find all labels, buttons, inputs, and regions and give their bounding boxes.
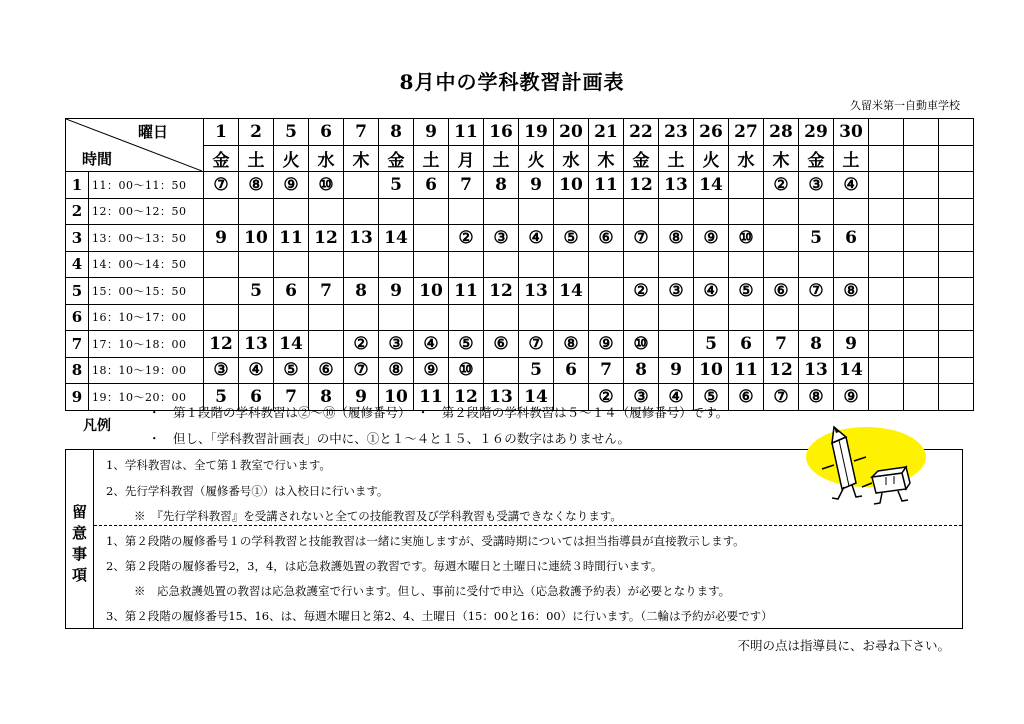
schedule-cell: 10: [379, 384, 414, 411]
schedule-cell: ⑧: [379, 357, 414, 384]
schedule-cell: [589, 278, 624, 305]
schedule-cell: ⑨: [834, 384, 869, 411]
schedule-cell: ③: [624, 384, 659, 411]
schedule-cell: [274, 198, 309, 225]
jikan-label: 時間: [82, 150, 113, 168]
schedule-cell: [694, 304, 729, 331]
schedule-cell: 8: [484, 172, 519, 199]
schedule-cell: 14: [554, 278, 589, 305]
date-header: 2: [239, 119, 274, 146]
schedule-cell: [729, 172, 764, 199]
date-header: 26: [694, 119, 729, 146]
schedule-cell: [659, 304, 694, 331]
date-header: 30: [834, 119, 869, 146]
period-number: 5: [66, 278, 89, 305]
schedule-cell: ⑥: [764, 278, 799, 305]
date-header: 28: [764, 119, 799, 146]
schedule-cell: 5: [204, 384, 239, 411]
empty-cell: [904, 357, 939, 384]
schedule-cell: [204, 304, 239, 331]
schedule-cell: [414, 251, 449, 278]
empty-cell: [869, 251, 904, 278]
schedule-cell: [799, 198, 834, 225]
schedule-cell: ⑤: [274, 357, 309, 384]
schedule-cell: [519, 304, 554, 331]
schedule-cell: ⑤: [554, 225, 589, 252]
schedule-cell: 6: [554, 357, 589, 384]
note-item: 3、第２段階の履修番号15、16、は、毎週木曜日と第2、4、土曜日（15：00と16：00）に行います。（二輪は予約が必要です）: [106, 609, 773, 623]
period-row: [66, 172, 974, 199]
empty-cell: [869, 119, 904, 146]
note-item: 1、第２段階の履修番号１の学科教習と技能教習は一緒に実施しますが、受講時期については担当指導員が直接教示します。: [106, 534, 745, 548]
empty-cell: [939, 304, 974, 331]
schedule-cell: [309, 331, 344, 358]
period-row: [66, 331, 974, 358]
schedule-cell: ③: [379, 331, 414, 358]
legend-line-2: ・ 但し、「学科教習計画表」の中に、①と１～４と１５、１６の数字はありません。: [148, 431, 631, 446]
schedule-cell: ⑧: [834, 278, 869, 305]
schedule-cell: 8: [799, 331, 834, 358]
date-header: 27: [729, 119, 764, 146]
schedule-cell: ⑨: [694, 225, 729, 252]
date-header: 1: [204, 119, 239, 146]
schedule-cell: 5: [799, 225, 834, 252]
schedule-cell: [344, 251, 379, 278]
schedule-cell: [799, 304, 834, 331]
schedule-cell: [379, 198, 414, 225]
schedule-cell: [764, 304, 799, 331]
period-row: [66, 198, 974, 225]
schedule-cell: 14: [274, 331, 309, 358]
schedule-cell: 12: [624, 172, 659, 199]
schedule-cell: [589, 304, 624, 331]
legend-line-1: ・ 第１段階の学科教習は②～⑩（履修番号） ・ 第２段階の学科教習は５～１４（履修番号）です。: [148, 405, 729, 420]
notes-side: [66, 450, 94, 628]
schedule-cell: [239, 198, 274, 225]
schedule-cell: [239, 304, 274, 331]
schedule-cell: ⑨: [589, 331, 624, 358]
empty-cell: [869, 384, 904, 411]
schedule-cell: 5: [239, 278, 274, 305]
empty-cell: [939, 357, 974, 384]
schedule-cell: 7: [589, 357, 624, 384]
schedule-cell: 11: [729, 357, 764, 384]
schedule-cell: ②: [449, 225, 484, 252]
schedule-cell: [204, 251, 239, 278]
schedule-cell: [519, 251, 554, 278]
period-number: 3: [66, 225, 89, 252]
period-time: 11：00～11：50: [89, 172, 204, 199]
empty-cell: [904, 251, 939, 278]
weekday-header: 金: [624, 145, 659, 172]
period-time: 19：10～20：00: [89, 384, 204, 411]
period-row: [66, 278, 974, 305]
schedule-cell: [414, 304, 449, 331]
schedule-cell: 6: [414, 172, 449, 199]
schedule-cell: ③: [659, 278, 694, 305]
note-item: 2、先行学科教習（履修番号①）は入校日に行います。: [106, 484, 389, 498]
weekday-header: 木: [344, 145, 379, 172]
schedule-cell: 12: [484, 278, 519, 305]
schedule-cell: ⑥: [484, 331, 519, 358]
schedule-cell: ②: [624, 278, 659, 305]
date-header: 16: [484, 119, 519, 146]
date-header: 22: [624, 119, 659, 146]
schedule-cell: [659, 251, 694, 278]
empty-cell: [939, 119, 974, 146]
period-row: [66, 225, 974, 252]
schedule-cell: ④: [519, 225, 554, 252]
schedule-cell: [519, 198, 554, 225]
schedule-cell: 12: [309, 225, 344, 252]
period-number: 1: [66, 172, 89, 199]
schedule-cell: ⑤: [729, 278, 764, 305]
schedule-cell: [624, 304, 659, 331]
weekday-header: 火: [519, 145, 554, 172]
schedule-cell: 6: [834, 225, 869, 252]
weekday-header: 水: [554, 145, 589, 172]
weekday-header: 土: [834, 145, 869, 172]
page-title: 8月中の学科教習計画表: [399, 70, 625, 94]
schedule-cell: 5: [694, 331, 729, 358]
period-time: 13：00～13：50: [89, 225, 204, 252]
schedule-cell: ⑥: [729, 384, 764, 411]
period-number: 8: [66, 357, 89, 384]
schedule-cell: [204, 198, 239, 225]
schedule-cell: [764, 225, 799, 252]
empty-cell: [939, 331, 974, 358]
schedule-cell: 13: [239, 331, 274, 358]
date-header: 23: [659, 119, 694, 146]
date-header: 9: [414, 119, 449, 146]
empty-cell: [904, 172, 939, 199]
period-number: 4: [66, 251, 89, 278]
period-number: 7: [66, 331, 89, 358]
weekday-header: 金: [799, 145, 834, 172]
empty-cell: [869, 225, 904, 252]
schedule-cell: 11: [274, 225, 309, 252]
schedule-cell: [379, 251, 414, 278]
schedule-cell: [554, 198, 589, 225]
schedule-cell: [624, 198, 659, 225]
schedule-cell: ②: [344, 331, 379, 358]
schedule-cell: [729, 251, 764, 278]
empty-cell: [869, 145, 904, 172]
period-time: 12：00～12：50: [89, 198, 204, 225]
period-time: 18：10～19：00: [89, 357, 204, 384]
schedule-cell: 14: [694, 172, 729, 199]
schedule-cell: 13: [519, 278, 554, 305]
weekday-header: 水: [309, 145, 344, 172]
schedule-cell: 12: [204, 331, 239, 358]
schedule-cell: [344, 198, 379, 225]
empty-cell: [904, 145, 939, 172]
schedule-cell: [484, 251, 519, 278]
empty-cell: [904, 225, 939, 252]
header-date-row: [66, 119, 974, 146]
empty-cell: [869, 198, 904, 225]
schedule-cell: 10: [414, 278, 449, 305]
schedule-cell: ④: [694, 278, 729, 305]
schedule-cell: ⑦: [799, 278, 834, 305]
schedule-cell: [799, 251, 834, 278]
schedule-cell: ⑤: [449, 331, 484, 358]
schedule-cell: [309, 304, 344, 331]
schedule-cell: [589, 198, 624, 225]
weekday-header: 火: [274, 145, 309, 172]
schedule-cell: ⑧: [239, 172, 274, 199]
date-header: 11: [449, 119, 484, 146]
date-header: 6: [309, 119, 344, 146]
schedule-cell: 6: [274, 278, 309, 305]
weekday-header: 土: [484, 145, 519, 172]
footer-note: 不明の点は指導員に、お尋ね下さい。: [737, 638, 950, 653]
schedule-cell: ④: [414, 331, 449, 358]
schedule-cell: 12: [449, 384, 484, 411]
schedule-cell: [624, 251, 659, 278]
schedule-cell: [764, 198, 799, 225]
schedule-cell: 13: [659, 172, 694, 199]
note-item: 1、学科教習は、全て第１教室で行います。: [106, 458, 331, 472]
schedule-cell: 9: [204, 225, 239, 252]
schedule-cell: ⑩: [624, 331, 659, 358]
schedule-cell: 13: [344, 225, 379, 252]
schedule-cell: [449, 304, 484, 331]
schedule-cell: ⑥: [309, 357, 344, 384]
weekday-header: 土: [414, 145, 449, 172]
schedule-cell: [659, 331, 694, 358]
schedule-cell: 7: [274, 384, 309, 411]
schedule-cell: [834, 198, 869, 225]
schedule-cell: [764, 251, 799, 278]
schedule-cell: ⑥: [589, 225, 624, 252]
period-number: 2: [66, 198, 89, 225]
schedule-cell: ④: [659, 384, 694, 411]
schedule-cell: 9: [834, 331, 869, 358]
date-header: 5: [274, 119, 309, 146]
schedule-cell: 7: [764, 331, 799, 358]
empty-cell: [939, 251, 974, 278]
schedule-cell: 6: [729, 331, 764, 358]
schedule-cell: 10: [694, 357, 729, 384]
schedule-cell: [449, 251, 484, 278]
period-row: [66, 251, 974, 278]
schedule-cell: [589, 251, 624, 278]
empty-cell: [869, 304, 904, 331]
weekday-header: 木: [589, 145, 624, 172]
schedule-cell: [554, 304, 589, 331]
schedule-cell: [834, 251, 869, 278]
schedule-cell: [414, 198, 449, 225]
weekday-header: 金: [204, 145, 239, 172]
schedule-cell: ⑦: [624, 225, 659, 252]
schedule-cell: 12: [764, 357, 799, 384]
weekday-header: 金: [379, 145, 414, 172]
schedule-cell: 14: [834, 357, 869, 384]
period-number: 9: [66, 384, 89, 411]
schedule-cell: 8: [309, 384, 344, 411]
notes-divider: [94, 525, 962, 526]
schedule-cell: ⑩: [729, 225, 764, 252]
period-time: 17：10～18：00: [89, 331, 204, 358]
schedule-cell: 13: [484, 384, 519, 411]
period-time: 14：00～14：50: [89, 251, 204, 278]
schedule-cell: 7: [449, 172, 484, 199]
empty-cell: [869, 172, 904, 199]
schedule-cell: [344, 172, 379, 199]
empty-cell: [939, 384, 974, 411]
schedule-cell: ⑤: [694, 384, 729, 411]
schedule-cell: [484, 304, 519, 331]
date-header: 20: [554, 119, 589, 146]
schedule-cell: [659, 198, 694, 225]
period-row: [66, 304, 974, 331]
note-item: ※ 応急救護処置の教習は応急救護室で行います。但し、事前に受付で申込（応急救護予約表）が必要となります。: [134, 584, 731, 598]
empty-cell: [939, 172, 974, 199]
schedule-cell: ③: [799, 172, 834, 199]
schedule-cell: 9: [344, 384, 379, 411]
schedule-cell: [554, 251, 589, 278]
date-header: 19: [519, 119, 554, 146]
schedule-cell: ⑨: [414, 357, 449, 384]
weekday-header: 水: [729, 145, 764, 172]
schedule-cell: 5: [519, 357, 554, 384]
schedule-cell: 7: [309, 278, 344, 305]
empty-cell: [904, 198, 939, 225]
schedule-cell: [729, 198, 764, 225]
weekday-header: 月: [449, 145, 484, 172]
schedule-cell: [274, 304, 309, 331]
schedule-cell: ⑧: [659, 225, 694, 252]
empty-cell: [904, 119, 939, 146]
schedule-cell: ④: [834, 172, 869, 199]
schedule-cell: [414, 225, 449, 252]
pencil-eraser-illustration: [794, 425, 944, 510]
schedule-cell: ⑦: [519, 331, 554, 358]
period-number: 6: [66, 304, 89, 331]
schedule-cell: ⑦: [764, 384, 799, 411]
schedule-cell: [309, 251, 344, 278]
schedule-cell: [694, 198, 729, 225]
schedule-cell: [274, 251, 309, 278]
empty-cell: [904, 384, 939, 411]
schedule-cell: ⑦: [344, 357, 379, 384]
schedule-cell: 14: [519, 384, 554, 411]
schedule-cell: [484, 198, 519, 225]
schedule-cell: 8: [624, 357, 659, 384]
school-name: 久留米第一自動車学校: [850, 99, 960, 112]
date-header: 7: [344, 119, 379, 146]
empty-cell: [869, 278, 904, 305]
schedule-table: [65, 118, 974, 411]
date-header: 8: [379, 119, 414, 146]
period-time: 15：00～15：50: [89, 278, 204, 305]
schedule-cell: ⑨: [274, 172, 309, 199]
weekday-header: 木: [764, 145, 799, 172]
empty-cell: [904, 331, 939, 358]
weekday-header: 火: [694, 145, 729, 172]
schedule-cell: 9: [659, 357, 694, 384]
empty-cell: [869, 331, 904, 358]
date-header: 21: [589, 119, 624, 146]
schedule-cell: ④: [239, 357, 274, 384]
schedule-cell: ②: [589, 384, 624, 411]
schedule-cell: ⑦: [204, 172, 239, 199]
period-time: 16：10～17：00: [89, 304, 204, 331]
youbi-label: 曜日: [138, 123, 169, 141]
schedule-cell: [449, 198, 484, 225]
schedule-cell: 6: [239, 384, 274, 411]
schedule-cell: [694, 251, 729, 278]
schedule-cell: ②: [764, 172, 799, 199]
empty-cell: [904, 304, 939, 331]
date-header: 29: [799, 119, 834, 146]
schedule-cell: [309, 198, 344, 225]
weekday-header: 土: [659, 145, 694, 172]
schedule-cell: ⑧: [554, 331, 589, 358]
schedule-cell: 5: [379, 172, 414, 199]
schedule-cell: ⑧: [799, 384, 834, 411]
schedule-cell: 9: [519, 172, 554, 199]
schedule-cell: [344, 304, 379, 331]
schedule-cell: ③: [484, 225, 519, 252]
schedule-cell: [834, 304, 869, 331]
schedule-cell: 11: [414, 384, 449, 411]
period-row: [66, 357, 974, 384]
schedule-cell: 8: [344, 278, 379, 305]
schedule-cell: [484, 357, 519, 384]
schedule-cell: [204, 278, 239, 305]
empty-cell: [869, 357, 904, 384]
schedule-cell: 11: [589, 172, 624, 199]
empty-cell: [939, 278, 974, 305]
legend-heading: 凡例: [83, 418, 111, 434]
note-item: ※ 『先行学科教習』を受講されないと全ての技能教習及び学科教習も受講できなくなります。: [134, 509, 622, 523]
schedule-cell: ③: [204, 357, 239, 384]
schedule-cell: ⑩: [309, 172, 344, 199]
empty-cell: [939, 225, 974, 252]
schedule-cell: [729, 304, 764, 331]
notes-side-label: 留意事項: [72, 503, 88, 584]
header-corner: [66, 119, 204, 172]
schedule-cell: 10: [239, 225, 274, 252]
note-item: 2、第２段階の履修番号2，3，4，は応急救護処置の教習です。毎週木曜日と土曜日に連続３時間行います。: [106, 559, 663, 573]
empty-cell: [904, 278, 939, 305]
schedule-cell: 13: [799, 357, 834, 384]
schedule-cell: 9: [379, 278, 414, 305]
schedule-cell: 14: [379, 225, 414, 252]
schedule-cell: 10: [554, 172, 589, 199]
empty-cell: [939, 198, 974, 225]
weekday-header: 土: [239, 145, 274, 172]
empty-cell: [939, 145, 974, 172]
schedule-cell: ⑩: [449, 357, 484, 384]
schedule-cell: [239, 251, 274, 278]
schedule-cell: 11: [449, 278, 484, 305]
schedule-cell: [379, 304, 414, 331]
